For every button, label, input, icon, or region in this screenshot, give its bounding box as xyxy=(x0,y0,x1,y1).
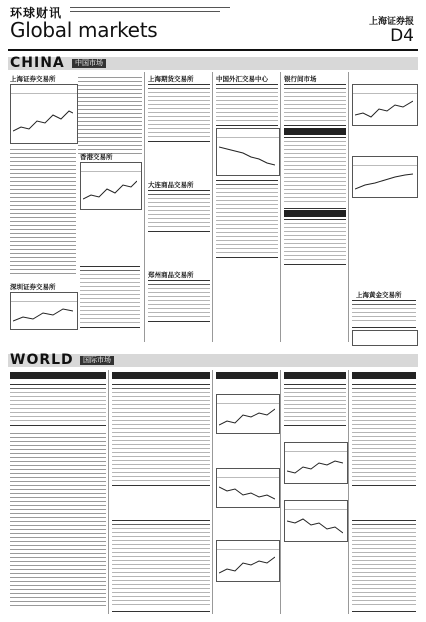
shenzhen-exchange-heading: 深圳证券交易所 xyxy=(10,283,56,291)
world-band-subtitle: 国际市场 xyxy=(80,356,114,365)
world-fx-table xyxy=(284,384,346,426)
repo-table-header xyxy=(284,210,346,217)
shanghai-futures-table xyxy=(148,84,210,142)
world-chart-line xyxy=(219,551,275,579)
world-chart-line xyxy=(287,511,343,539)
bond-table-header xyxy=(284,128,346,135)
column-divider xyxy=(348,72,349,342)
world-band-title: WORLD xyxy=(10,352,74,368)
world-index-table xyxy=(10,384,106,426)
column-divider xyxy=(212,72,213,342)
dalian-commodity-table xyxy=(148,190,210,232)
shenzhen-index-chart xyxy=(10,292,78,330)
gold-quote-table xyxy=(352,300,416,328)
masthead xyxy=(0,0,426,52)
world-band xyxy=(8,354,418,367)
world-chart-line xyxy=(219,405,275,431)
world-chart xyxy=(284,500,348,542)
paper-name: 环球财讯 xyxy=(10,6,63,20)
world-commodity-table xyxy=(352,384,416,486)
world-chart xyxy=(216,468,280,508)
world-commodity-table-2 xyxy=(352,520,416,612)
rmb-fx-table xyxy=(216,84,278,126)
world-chart xyxy=(284,442,348,484)
zhengzhou-commodity-heading: 郑州商品交易所 xyxy=(148,271,194,279)
world-column-header xyxy=(112,372,210,379)
page-number: D4 xyxy=(390,26,414,46)
hongkong-quote-table xyxy=(80,266,140,328)
shanghai-exchange-heading: 上海证券交易所 xyxy=(10,75,56,83)
interbank-rate-table xyxy=(284,84,346,126)
fx-rate-chart xyxy=(216,128,280,176)
column-divider xyxy=(108,370,109,614)
world-column-header xyxy=(216,372,278,379)
cfets-heading: 中国外汇交易中心 xyxy=(216,75,268,83)
dalian-commodity-heading: 大连商品交易所 xyxy=(148,181,194,189)
interbank-heading: 银行间市场 xyxy=(284,75,317,83)
world-chart-line xyxy=(219,479,275,505)
gold-price-chart xyxy=(352,330,418,346)
hangseng-index-line xyxy=(83,173,137,207)
column-divider xyxy=(280,72,281,342)
yield-curve-line xyxy=(355,167,413,195)
column-divider xyxy=(212,370,213,614)
world-quote-table xyxy=(112,384,210,486)
shanghai-index-line xyxy=(13,97,73,141)
china-band-title: CHINA xyxy=(10,55,65,71)
interbank-rate-line xyxy=(355,95,413,123)
column-divider xyxy=(280,370,281,614)
china-band xyxy=(8,57,418,70)
column-divider xyxy=(348,370,349,614)
column-divider xyxy=(144,72,145,342)
world-market-text xyxy=(10,430,106,610)
interbank-rate-chart xyxy=(352,84,418,126)
world-chart-line xyxy=(287,453,343,481)
bond-table xyxy=(284,137,346,209)
masthead-rule xyxy=(8,49,418,51)
world-column-header xyxy=(352,372,416,379)
fx-rate-line xyxy=(219,139,275,173)
zhengzhou-commodity-table xyxy=(148,280,210,322)
shanghai-index-chart xyxy=(10,84,78,144)
hangseng-index-chart xyxy=(80,162,142,210)
shanghai-futures-heading: 上海期货交易所 xyxy=(148,75,194,83)
fx-swap-table xyxy=(216,180,278,258)
shanghai-market-text xyxy=(10,146,76,276)
world-chart xyxy=(216,540,280,582)
yield-curve-chart xyxy=(352,156,418,198)
brand-name: 上海证券报 xyxy=(368,17,414,27)
gold-exchange-heading: 上海黄金交易所 xyxy=(356,291,402,299)
hongkong-exchange-heading: 香港交易所 xyxy=(80,153,113,161)
world-chart xyxy=(216,394,280,434)
world-column-header xyxy=(10,372,106,379)
china-band-subtitle: 中国市场 xyxy=(72,59,106,68)
world-column-header xyxy=(284,372,346,379)
world-quote-table-2 xyxy=(112,520,210,612)
shenzhen-index-line xyxy=(13,303,73,327)
repo-table xyxy=(284,219,346,265)
section-title: Global markets xyxy=(10,18,158,42)
dateline xyxy=(70,4,250,18)
